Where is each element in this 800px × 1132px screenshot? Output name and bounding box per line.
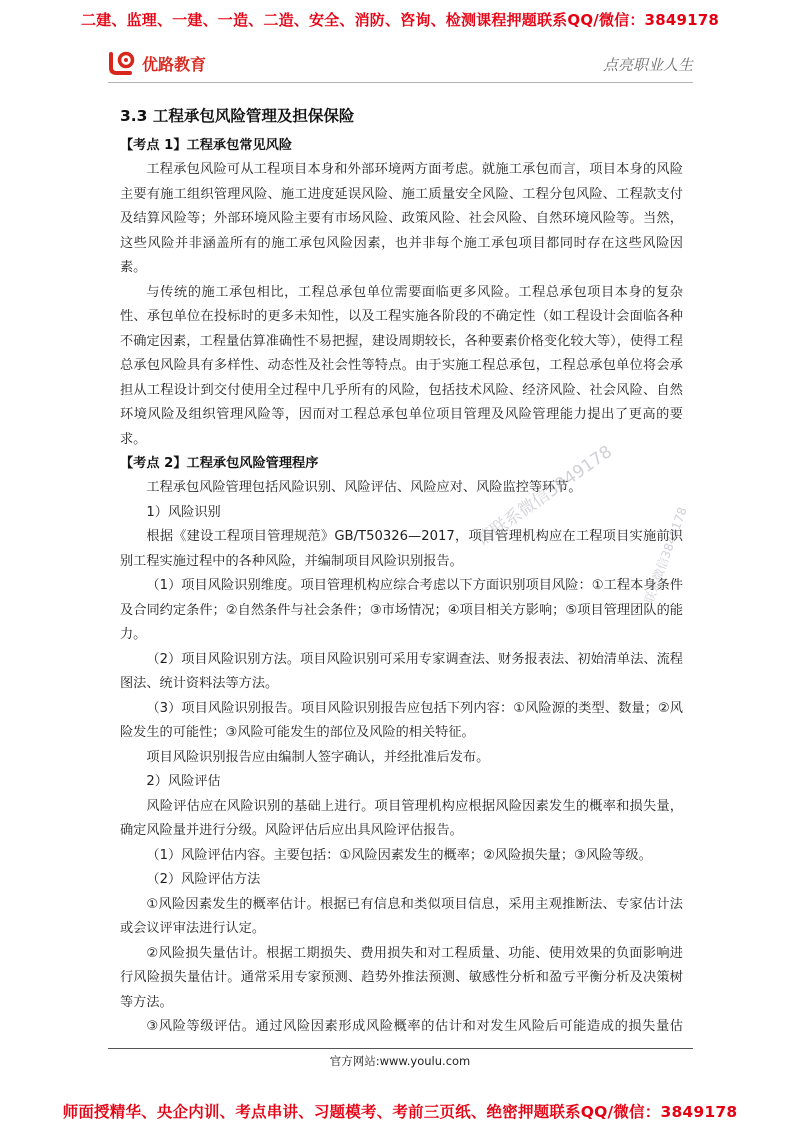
footer-divider [108,1048,693,1049]
watermark: 联系微信3849178 [641,505,690,606]
logo-text: 优路教育 [142,54,207,74]
paragraph: （1）风险评估内容。主要包括：①风险因素发生的概率；②风险损失量；③风险等级。 [146,847,652,863]
youlu-logo-icon [108,50,138,76]
paragraph: ②风险损失量估计。根据工期损失、费用损失和对工程质量、功能、使用效果的负面影响进行风险损失量估计。通常采用专家预测、趋势外推法预测、敏感性分析和盈亏平衡分析及决策树等方法。 [120,945,683,1010]
paragraph: 根据《建设工程项目管理规范》GB/T50326—2017，项目管理机构应在工程项目实施前识别工程实施过程中的各种风险，并编制项目风险识别报告。 [120,529,683,569]
key-point-2-title: 【考点 2】工程承包风险管理程序 [120,456,319,471]
footer-website: 官方网站:www.youlu.com [329,1054,471,1068]
paragraph: 项目风险识别报告应由编制人签字确认，并经批准后发布。 [146,749,490,765]
watermark: 请联系微信3849178 [472,441,616,551]
paragraph: 工程承包风险管理包括风险识别、风险评估、风险应对、风险监控等环节。 [146,480,582,495]
paragraph: （3）项目风险识别报告。项目风险识别报告应包括下列内容：①风险源的类型、数量；②风险发生的可能性；③风险可能发生的部位及风险的相关特征。 [120,700,683,740]
document-body [120,96,683,1036]
top-promo-banner: 二建、监理、一建、一造、二造、安全、消防、咨询、检测课程押题联系QQ/微信：3849178 [80,11,720,29]
subsection-title: 2）风险评估 [146,774,221,789]
paragraph: （1）项目风险识别维度。项目管理机构应综合考虑以下方面识别项目风险：①工程本身条件及合同约定条件；②自然条件与社会条件；③市场情况；④项目相关方影响；⑤项目管理团队的能力。 [120,578,683,642]
key-point-1-title: 【考点 1】工程承包常见风险 [120,138,293,153]
paragraph: 风险评估应在风险识别的基础上进行。项目管理机构应根据风险因素发生的概率和损失量，确定风险量并进行分级。风险评估后应出具风险评估报告。 [120,798,683,838]
paragraph: ③风险等级评估。通过风险因素形成风险概率的估计和对发生风险后可能造成的损失量估 [146,1019,683,1034]
section-title: 3.3 工程承包风险管理及担保保险 [120,107,355,125]
bottom-promo-banner: 师面授精华、央企内训、考点串讲、习题模考、考前三页纸、绝密押题联系QQ/微信：3849178 [62,1103,738,1121]
page-header [108,44,693,88]
header-divider [108,82,693,83]
paragraph: （2）项目风险识别方法。项目风险识别可采用专家调查法、财务报表法、初始清单法、流程图法、统计资料法等方法。 [120,651,683,691]
subsection-title: 1）风险识别 [146,504,221,520]
paragraph: ①风险因素发生的概率估计。根据已有信息和类似项目信息，采用主观推断法、专家估计法或会议评审法进行认定。 [120,896,683,936]
logo [108,50,206,76]
paragraph: （2）风险评估方法 [146,872,261,887]
paragraph: 工程承包风险可从工程项目本身和外部环境两方面考虑。就施工承包而言，项目本身的风险主要有施工组织管理风险、施工进度延误风险、施工质量安全风险、工程分包风险、工程款支付及结算风险等；外部环境风险主要有市场风险、政策风险、社会风险、自然环境风险等。当然，这些风险并非涵盖所有的施工承包风险因素，也并非每个施工承包项目都同时存在这些风险因素。 [120,162,683,275]
paragraph: 与传统的施工承包相比，工程总承包单位需要面临更多风险。工程总承包项目本身的复杂性、承包单位在投标时的更多未知性，以及工程实施各阶段的不确定性（如工程设计会面临各种不确定因素，工程量估算准确性不易把握，建设周期较长，各种要素价格变化较大等），使得工程总承包风险具有多样性、动态性及社会性等特点。由于实施工程总承包，工程总承包单位将会承担从工程设计到交付使用全过程中几乎所有的风险，包括技术风险、经济风险、社会风险、自然环境风险及组织管理风险等，因而对工程总承包单位项目管理及风险管理能力提出了更高的要求。 [120,284,683,447]
header-slogan: 点亮职业人生 [602,56,693,74]
